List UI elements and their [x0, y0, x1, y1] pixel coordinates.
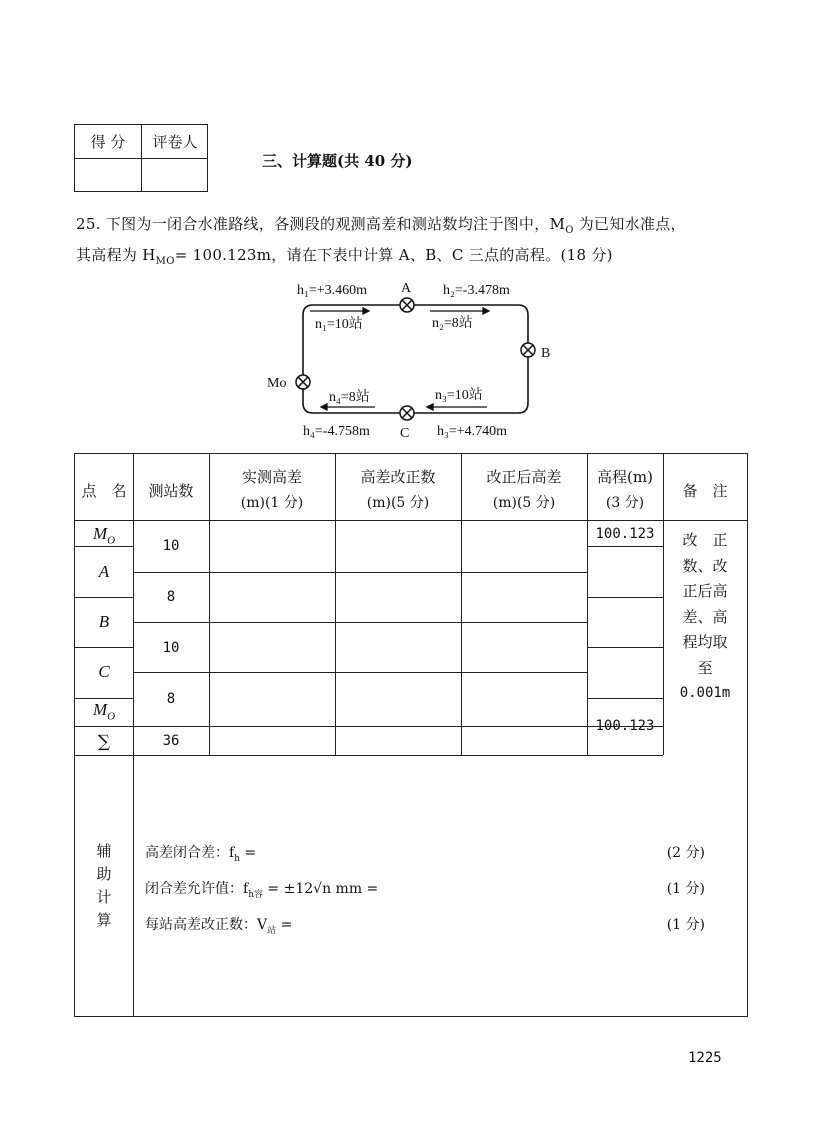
score-label: 得 分: [90, 133, 126, 151]
aux-allowed-error: 闭合差允许值：$f_{h容} = \pm 12√n$ mm =: [145, 881, 379, 900]
aux-per-station-correction-score: (1 分): [666, 917, 705, 933]
sum-symbol: ∑: [97, 732, 111, 752]
label-n2: n₂=8站: [432, 316, 473, 331]
point-name-B: B: [98, 612, 110, 631]
header-measured-unit: (m)(1 分): [240, 495, 304, 511]
label-M: Mo: [267, 376, 287, 391]
header-corrected-unit: (m)(5 分): [492, 495, 556, 511]
header-measured: 实测高差: [241, 468, 302, 486]
question-line-2: 其高程为 $H_{MO}= 100.123m$，请在下表中计算 A、B、C 三点的高程。(18 分): [76, 246, 613, 267]
label-n4: n₄=8站: [329, 390, 370, 405]
label-h1: h₁=+3.460m: [297, 283, 368, 298]
stations-sum: 36: [162, 733, 180, 749]
header-point: 点 名: [81, 482, 127, 500]
stations-3: 10: [162, 640, 180, 656]
aux-closure-error: 高差闭合差：$f_h$ =: [145, 845, 257, 864]
label-n3: n₃=10站: [435, 388, 483, 403]
page-number: 1225: [688, 1050, 722, 1066]
aux-closure-error-score: (2 分): [666, 845, 705, 861]
remarks-text: 改 正 数、改 正后高 差、高 程均取 至 0.001m: [679, 531, 731, 701]
point-name-C: C: [98, 662, 110, 681]
grader-label: 评卷人: [152, 133, 198, 151]
header-corrected: 改正后高差: [486, 468, 562, 486]
leveling-route-diagram: [255, 275, 565, 445]
aux-allowed-error-score: (1 分): [666, 881, 705, 897]
label-n1: n₁=10站: [315, 317, 363, 332]
aux-label: 辅 助 计 算: [96, 842, 112, 929]
elevation-start: 100.123: [595, 526, 655, 542]
stations-1: 10: [162, 538, 180, 554]
point-name-A: A: [98, 562, 110, 581]
calculation-table: [74, 453, 748, 1017]
header-correction: 高差改正数: [360, 468, 436, 486]
label-h2: h₂=-3.478m: [443, 283, 510, 298]
header-remarks: 备 注: [682, 482, 728, 500]
point-name-M-start: $M_O$: [92, 524, 116, 547]
label-B: B: [541, 346, 551, 361]
elevation-end: 100.123: [595, 718, 655, 734]
point-marker-A: [400, 298, 414, 312]
point-marker-B: [521, 343, 535, 357]
label-h3: h₃=+4.740m: [437, 424, 508, 439]
stations-4: 8: [166, 691, 176, 707]
stations-2: 8: [166, 589, 176, 605]
score-box: [74, 124, 208, 192]
point-marker-C: [400, 406, 414, 420]
point-marker-M: [296, 375, 310, 389]
header-elevation: 高程(m): [597, 468, 653, 486]
label-h4: h₄=-4.758m: [303, 424, 370, 439]
header-correction-unit: (m)(5 分): [366, 495, 430, 511]
aux-per-station-correction: 每站高差改正数：$V_站$ =: [145, 917, 293, 936]
point-name-M-end: $M_O$: [92, 700, 116, 723]
question-line-1: 25. 下图为一闭合水准路线，各测段的观测高差和测站数均注于图中，$M_O$ 为已知水准点，: [76, 215, 686, 236]
section-title: 三、计算题(共 40 分): [262, 152, 413, 170]
label-C: C: [400, 426, 410, 441]
header-elevation-unit: (3 分): [605, 495, 645, 511]
header-stations: 测站数: [148, 482, 194, 500]
label-A: A: [401, 281, 412, 296]
